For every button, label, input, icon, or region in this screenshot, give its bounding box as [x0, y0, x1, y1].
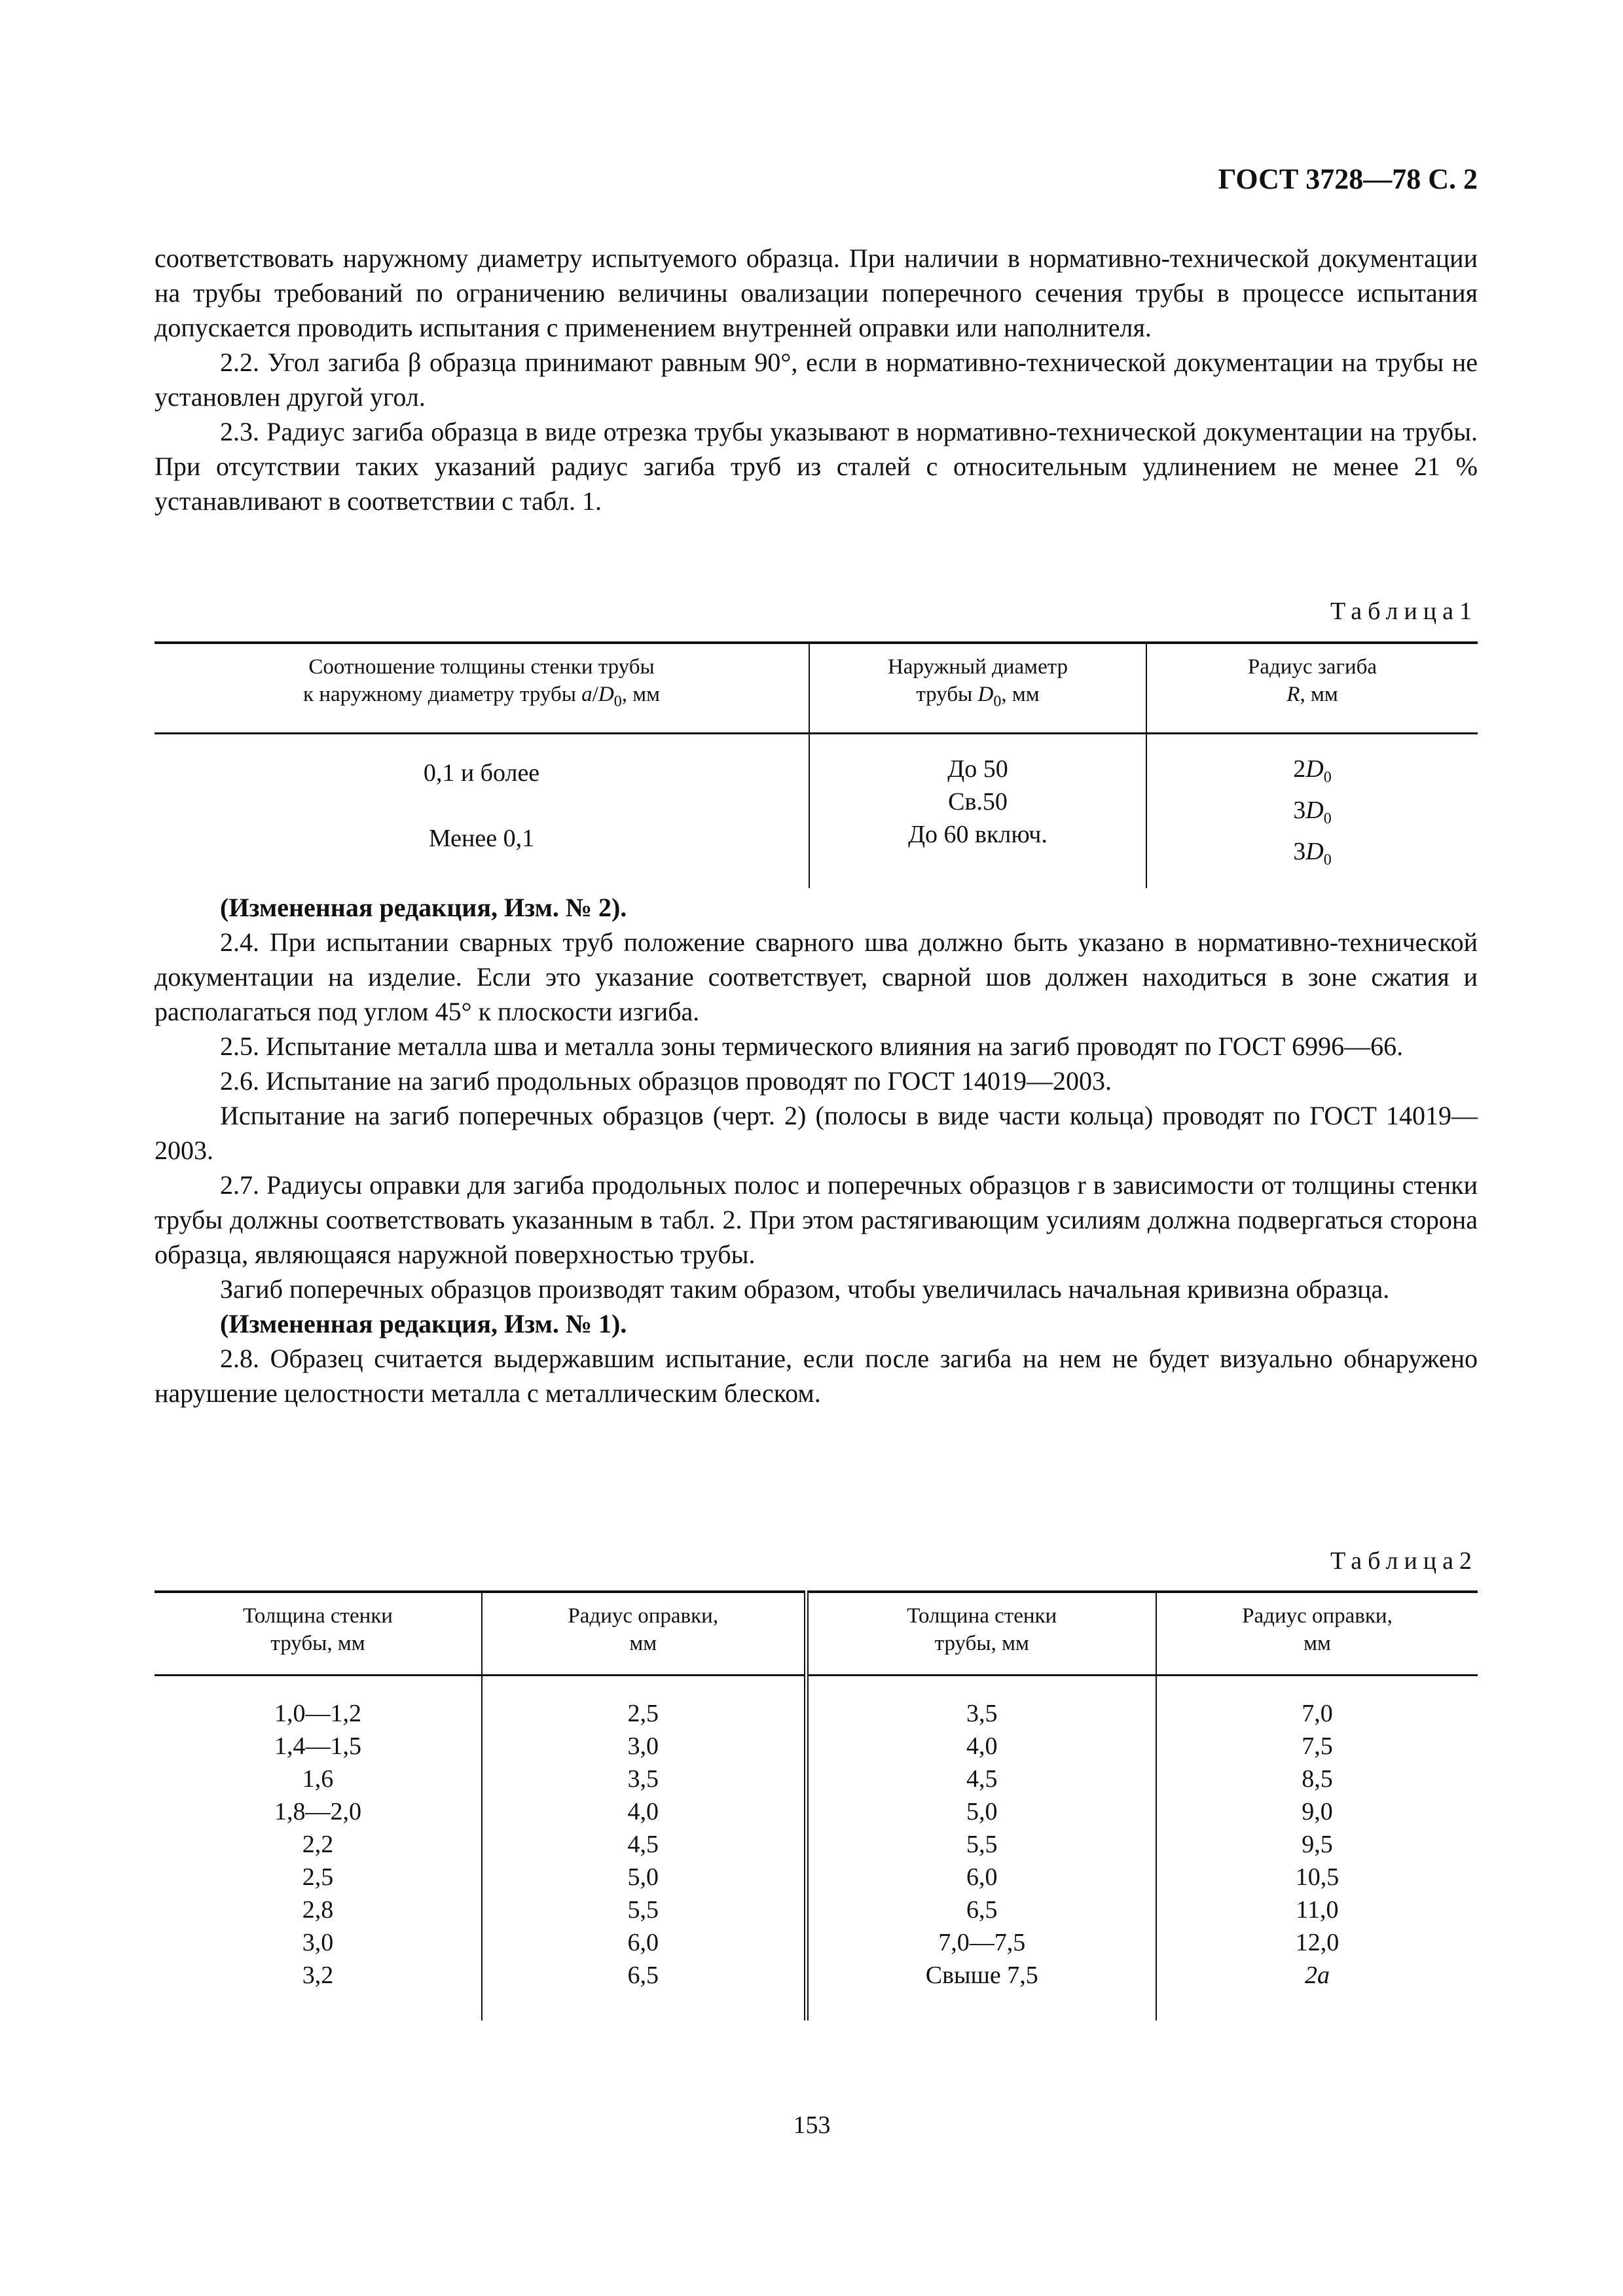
text-block-top: [155, 241, 1478, 518]
table-cell: Свыше 7,5: [925, 1962, 1038, 1989]
paragraph: 2.3. Радиус загиба образца в виде отрезка трубы указывают в нормативно-технической документации на трубы. При отсутствии таких указаний радиус загиба труб из сталей с относительным удлинением не менее 21 % устанавливают в соответствии с табл. 1.: [155, 417, 1478, 516]
cell-text: До 60 включ.: [908, 821, 1048, 848]
cell-text: $3D_0$: [1293, 838, 1332, 869]
table-cell: 4,0: [627, 1798, 659, 1825]
table-cell: 5,0: [966, 1798, 998, 1825]
table-header-cell: Толщина стенки трубы, мм: [155, 1592, 482, 1676]
table-column: [155, 1676, 482, 2021]
table-cell: 3,0: [627, 1732, 659, 1760]
table-cell: 2,8: [302, 1896, 334, 1924]
table-header-cell: Толщина стенки трубы, мм: [806, 1592, 1156, 1676]
amendment-note: (Измененная редакция, Изм. № 2).: [220, 893, 627, 922]
table-cell: 6,0: [966, 1863, 998, 1891]
table-cell: 2a: [1305, 1962, 1330, 1989]
paragraph: 2.7. Радиусы оправки для загиба продольных полос и поперечных образцов r в зависимости от толщины стенки трубы должны соответствовать указанным в табл. 2. При этом растягивающим усилиям должна подвергаться сторона образца, являющаяся наружной поверхностью трубы.: [155, 1170, 1478, 1269]
amendment-note: (Измененная редакция, Изм. № 1).: [220, 1309, 627, 1338]
table-cell: 9,0: [1302, 1798, 1333, 1825]
cell-text: Св.50: [948, 788, 1008, 816]
table-cell: 10,5: [1295, 1863, 1340, 1891]
table-cell: 3,0: [302, 1929, 334, 1956]
paragraph: 2.2. Угол загиба β образца принимают равным 90°, если в нормативно-технической документации на трубы не установлен другой угол.: [155, 348, 1478, 412]
table-cell: 1,0—1,2: [274, 1700, 361, 1727]
table-1: [155, 641, 1478, 888]
table-cell: [809, 734, 1146, 889]
table-cell: 6,0: [627, 1929, 659, 1956]
table-cell: 5,5: [627, 1896, 659, 1924]
paragraph: 2.5. Испытание металла шва и металла зоны термического влияния на загиб проводят по ГОСТ 6996—66.: [220, 1031, 1404, 1061]
table-cell: 7,0: [1302, 1700, 1333, 1727]
table-cell: 12,0: [1295, 1929, 1340, 1956]
cell-text: $2D_0$: [1293, 755, 1332, 786]
cell-text: Менее 0,1: [428, 825, 535, 852]
table-cell: 5,0: [627, 1863, 659, 1891]
paragraph: 2.8. Образец считается выдержавшим испытание, если после загиба на нем не будет визуально обнаружено нарушение целостности металла с металлическим блеском.: [155, 1344, 1478, 1408]
paragraph: 2.6. Испытание на загиб продольных образцов проводят по ГОСТ 14019—2003.: [220, 1066, 1112, 1096]
table-column: [1156, 1676, 1478, 2021]
table-cell: 7,0—7,5: [938, 1929, 1026, 1956]
table-cell: 6,5: [627, 1962, 659, 1989]
cell-text: $3D_0$: [1293, 797, 1332, 827]
table-cell: 3,5: [627, 1765, 659, 1793]
table-cell: [155, 734, 809, 889]
cell-text: 0,1 и более: [423, 759, 540, 787]
table-cell: 1,8—2,0: [274, 1798, 361, 1825]
table-column: [482, 1676, 806, 2021]
table-header-cell: Радиус загиба R, мм: [1146, 643, 1478, 734]
table-cell: 1,4—1,5: [274, 1732, 361, 1760]
table-cell: 9,5: [1302, 1831, 1333, 1858]
paragraph: Загиб поперечных образцов производят таким образом, чтобы увеличилась начальная кривизна образца.: [220, 1274, 1390, 1304]
table-cell: 8,5: [1302, 1765, 1333, 1793]
document-header: ГОСТ 3728—78 С. 2: [1218, 163, 1478, 195]
table-cell: 7,5: [1302, 1732, 1333, 1760]
paragraph: Испытание на загиб поперечных образцов (черт. 2) (полосы в виде части кольца) проводят по ГОСТ 14019—2003.: [155, 1101, 1478, 1165]
table-cell: 4,5: [966, 1765, 998, 1793]
table-cell: 1,6: [302, 1765, 334, 1793]
table-cell: 2,5: [627, 1700, 659, 1727]
table-cell: [1146, 734, 1478, 889]
paragraph: 2.4. При испытании сварных труб положение сварного шва должно быть указано в нормативно-технической документации на изделие. Если это указание соответствует, сварной шов должен находиться в зоне сжатия и располагаться под углом 45° к плоскости изгиба.: [155, 927, 1478, 1026]
table-cell: 4,0: [966, 1732, 998, 1760]
table-cell: 3,2: [302, 1962, 334, 1989]
table-caption: Таблица2: [1330, 1547, 1478, 1575]
table-cell: 2,5: [302, 1863, 334, 1891]
table-cell: 2,2: [302, 1831, 334, 1858]
table-header-cell: Соотношение толщины стенки трубы к наружному диаметру трубы $a/D_0$, мм: [155, 643, 809, 734]
table-2: [155, 1590, 1478, 2020]
paragraph: соответствовать наружному диаметру испытуемого образца. При наличии в нормативно-технической документации на трубы требований по ограничению величины овализации поперечного сечения трубы в процессе испытания допускается проводить испытания с применением внутренней оправки или наполнителя.: [155, 243, 1478, 342]
table-cell: 11,0: [1296, 1896, 1339, 1924]
table-header-cell: Радиус оправки, мм: [482, 1592, 806, 1676]
table-header-cell: Наружный диаметр трубы $D_0$, мм: [809, 643, 1146, 734]
table-column: [806, 1676, 1156, 2021]
table-header-cell: Радиус оправки, мм: [1156, 1592, 1478, 1676]
cell-text: До 50: [947, 755, 1008, 783]
table-caption: Таблица1: [1330, 598, 1478, 625]
page-number: 153: [793, 2111, 831, 2139]
table-cell: 3,5: [966, 1700, 998, 1727]
table-cell: 4,5: [627, 1831, 659, 1858]
text-block-middle: [155, 890, 1478, 1410]
table-cell: 6,5: [966, 1896, 998, 1924]
table-cell: 5,5: [966, 1831, 998, 1858]
